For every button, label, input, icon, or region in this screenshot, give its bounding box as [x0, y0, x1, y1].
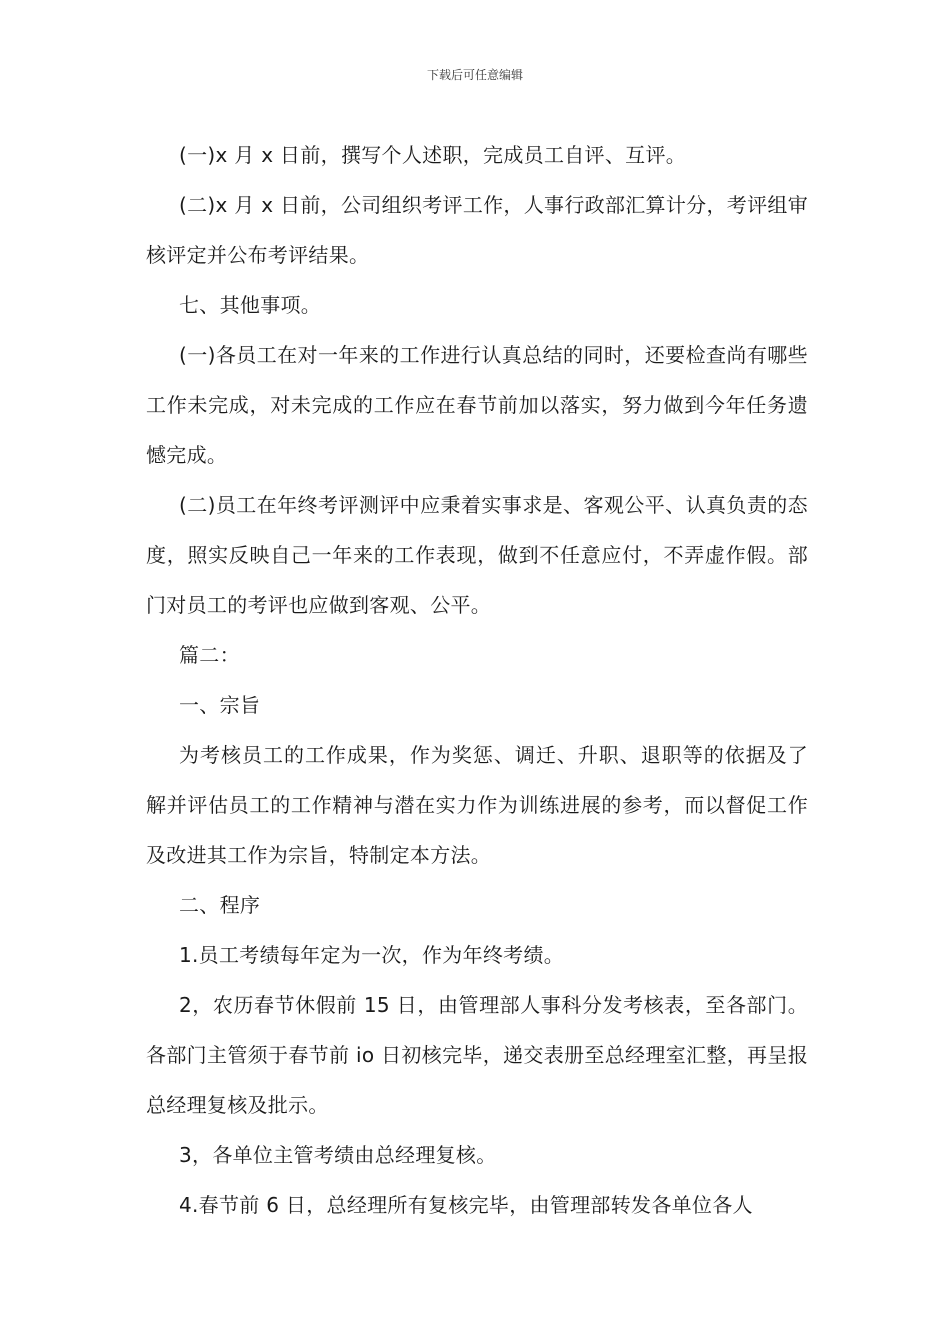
paragraph: 4.春节前 6 日，总经理所有复核完毕，由管理部转发各单位各人: [179, 1193, 753, 1217]
document-body: [146, 130, 808, 1230]
paragraph: (二)员工在年终考评测评中应秉着实事求是、客观公平、认真负责的态度，照实反映自己一年来的工作表现，做到不任意应付，不弄虚作假。部门对员工的考评也应做到客观、公平。: [146, 493, 808, 617]
page-header: 下载后可任意编辑: [426, 68, 523, 82]
paragraph: 3，各单位主管考绩由总经理复核。: [179, 1143, 497, 1167]
section-heading: 篇二：: [179, 643, 240, 667]
section-heading: 一、宗旨: [179, 693, 261, 717]
section-heading: 二、程序: [179, 893, 261, 917]
paragraph: 2，农历春节休假前 15 日，由管理部人事科分发考核表，至各部门。各部门主管须于春节前 io 日初核完毕，递交表册至总经理室汇整，再呈报总经理复核及批示。: [146, 993, 808, 1117]
paragraph: (一)x 月 x 日前，撰写个人述职，完成员工自评、互评。: [179, 143, 687, 167]
paragraph: 为考核员工的工作成果，作为奖惩、调迁、升职、退职等的依据及了解并评估员工的工作精神与潜在实力作为训练进展的参考，而以督促工作及改进其工作为宗旨，特制定本方法。: [146, 743, 808, 867]
paragraph: 1.员工考绩每年定为一次，作为年终考绩。: [179, 943, 565, 967]
paragraph: (二)x 月 x 日前，公司组织考评工作，人事行政部汇算计分，考评组审核评定并公布考评结果。: [146, 193, 808, 267]
paragraph: (一)各员工在对一年来的工作进行认真总结的同时，还要检查尚有哪些工作未完成，对未完成的工作应在春节前加以落实，努力做到今年任务遗憾完成。: [146, 343, 808, 467]
section-heading: 七、其他事项。: [179, 293, 322, 317]
